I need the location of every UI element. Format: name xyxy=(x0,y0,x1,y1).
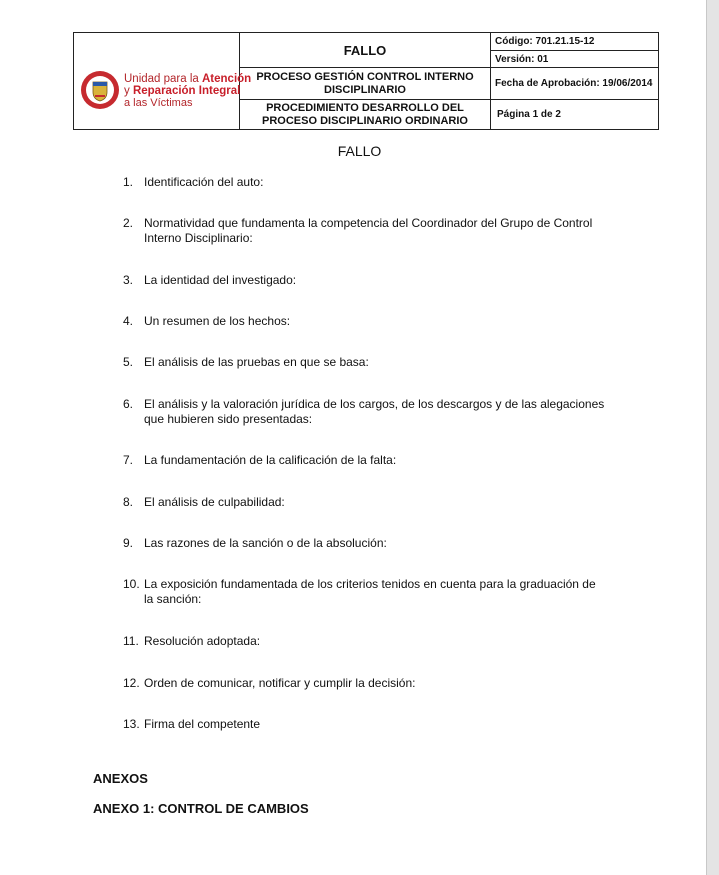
logo-wordmark: Unidad para la Atención y Reparación Integral a las Víctimas xyxy=(124,73,252,109)
institution-logo xyxy=(74,35,252,127)
logo-cell xyxy=(74,33,252,130)
page-number: Página 1 de 2 xyxy=(491,100,659,130)
document-header-table xyxy=(73,32,659,130)
approval-date: Fecha de Aprobación: 19/06/2014 xyxy=(491,68,659,100)
process-name: PROCESO GESTIÓN CONTROL INTERNO DISCIPLINARIO xyxy=(240,68,491,100)
procedure-name: PROCEDIMIENTO DESARROLLO DEL PROCESO DISCIPLINARIO ORDINARIO xyxy=(240,100,491,130)
annex-1-heading: ANEXO 1: CONTROL DE CAMBIOS xyxy=(93,801,309,816)
document-page: Unidad para la Atención y Reparación Integral a las Víctimas FALLO Código: 701.21.15-12 Versión: 01 PROCESO GESTIÓN CONTROL INTERNO DISCIPLINARIO Fecha de Aprobación: 19/06/2014 PROCEDIMIENTO DESARROLLO DEL PROCESO DISCIPLINARIO ORDINARIO Página 1 de 2 FALLO 1. Identificación del auto: 2. Normatividad que fundamenta la competencia del Coordinador del Grupo de Control Interno Disciplinario: 3. La identidad del investigado: 4. Un resumen de los hechos: 5. El análisis de las pruebas en que se basa: 6. El análisis y la valoración jurídica de los cargos, de los descargos y de las alegaciones que hubieren sido presentadas: 7. La fundamentación de la calificación de la falta: 8. El análisis de culpabilidad: 9. Las razones de la sanción o de la absolución: 10. La exposición fundamentada de los criterios tenidos en cuenta para la graduación de la sanción: 11. Resolución adoptada: 12. Orden de comunicar, notificar y cumplir la decisión: 13. Firma del competente ANEXOS ANEXO 1: CONTROL DE CAMBIOS xyxy=(0,0,706,875)
viewer-scrollbar-edge[interactable] xyxy=(706,0,719,875)
doc-code: Código: 701.21.15-12 xyxy=(491,33,658,51)
doc-code-and-version xyxy=(491,33,659,68)
annexes-heading: ANEXOS xyxy=(93,771,148,786)
document-title: FALLO xyxy=(337,143,382,159)
doc-version: Versión: 01 xyxy=(495,54,549,65)
header-title: FALLO xyxy=(240,33,491,68)
coat-of-arms-icon xyxy=(80,70,120,110)
